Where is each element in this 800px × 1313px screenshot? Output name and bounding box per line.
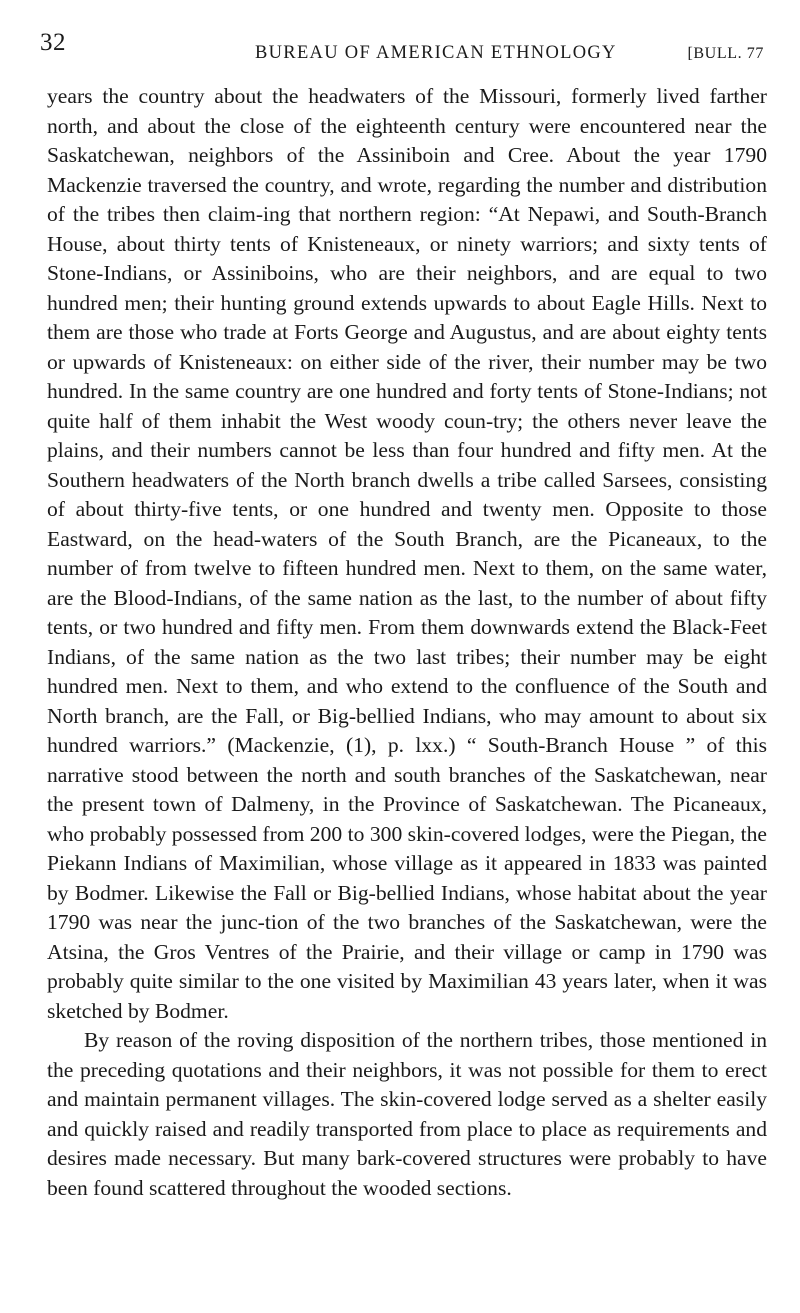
paragraph-roving-tribes: By reason of the roving disposition of the northern tribes, those mentioned in the preceding quotations and their neighbors, it was not possible for them to erect and maintain permanent villages. The skin-covered lodge served as a shelter easily and quickly raised and readily transported from place to place as requirements and desires made necessary. But many bark-covered structures were probably to have been found scattered throughout the wooded sections. <box>47 1028 767 1200</box>
running-head <box>40 28 764 62</box>
page-number: 32 <box>40 29 66 56</box>
running-head-title: BUREAU OF AMERICAN ETHNOLOGY <box>255 43 617 63</box>
body-text <box>47 82 767 1203</box>
paragraph-continued: years the country about the headwaters of the Missouri, formerly lived farther north, and about the close of the eighteenth century were encountered near the Saskatchewan, neighbors of the Assiniboin and Cree. About the year 1790 Mackenzie traversed the country, and wrote, regarding the number and distribution of the tribes then claim-ing that northern region: “At Nepawi, and South-Branch House, about thirty tents of Knisteneaux, or ninety warriors; and sixty tents of Stone-Indians, or Assiniboins, who are their neighbors, and are equal to two hundred men; their hunting ground extends upwards to about Eagle Hills. Next to them are those who trade at Forts George and Augustus, and are about eighty tents or upwards of Knisteneaux: on either side of the river, their number may be two hundred. In the same country are one hundred and forty tents of Stone-Indians; not quite half of them inhabit the West woody coun-try; the others never leave the plains, and their numbers cannot be less than four hundred and fifty men. At the Southern headwaters of the North branch dwells a tribe called Sarsees, consisting of about thirty-five tents, or one hundred and twenty men. Opposite to those Eastward, on the head-waters of the South Branch, are the Picaneaux, to the number of from twelve to fifteen hundred men. Next to them, on the same water, are the Blood-Indians, of the same nation as the last, to the number of about fifty tents, or two hundred and fifty men. From them downwards extend the Black-Feet Indians, of the same nation as the two last tribes; their number may be eight hundred men. Next to them, and who extend to the confluence of the South and North branch, are the Fall, or Big-bellied Indians, who may amount to about six hundred warriors.” (Mackenzie, (1), p. lxx.) “ South-Branch House ” of this narrative stood between the north and south branches of the Saskatchewan, near the present town of Dalmeny, in the Province of Saskatchewan. The Picaneaux, who probably possessed from 200 to 300 skin-covered lodges, were the Piegan, the Piekann Indians of Maximilian, whose village as it appeared in 1833 was painted by Bodmer. Likewise the Fall or Big-bellied Indians, whose habitat about the year 1790 was near the junc-tion of the two branches of the Saskatchewan, were the Atsina, the Gros Ventres of the Prairie, and their village or camp in 1790 was probably quite similar to the one visited by Maximilian 43 years later, when it was sketched by Bodmer. <box>47 84 767 1023</box>
bulletin-reference: [BULL. 77 <box>687 45 764 62</box>
